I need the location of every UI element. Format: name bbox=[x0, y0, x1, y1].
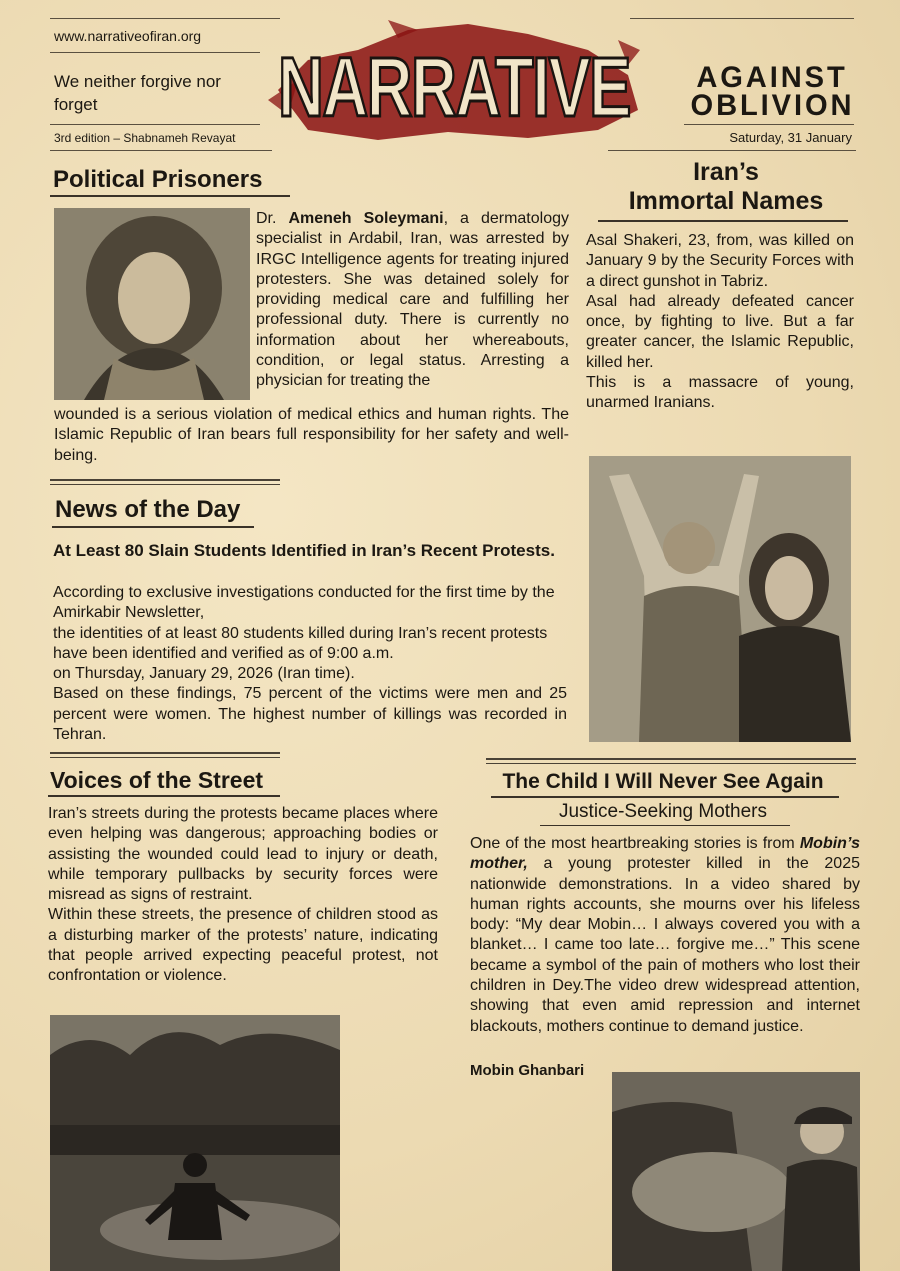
edition-rule-top bbox=[50, 124, 260, 125]
immortal-names-para1: Asal Shakeri, 23, from, was killed on January 9 by the Security Forces with a direct gunshot in Tabriz. bbox=[586, 232, 854, 290]
edition-rule-bottom bbox=[50, 150, 272, 151]
masthead-logo bbox=[268, 20, 640, 142]
date-rule bbox=[608, 150, 856, 151]
political-prisoners-text-wrap bbox=[256, 209, 569, 392]
voices-text bbox=[48, 804, 438, 987]
photo-ameneh-soleymani bbox=[54, 208, 250, 400]
prisoner-text: , a dermatology specialist in Ardabil, Iran, was arrested by IRGC Intelligence agents for treating injured protesters. She was detained solely for providing medical care and fulfilling her professional duty. There is currently no information about her whereabouts, condition, or legal status. Arresting a physician for treating the bbox=[256, 210, 569, 390]
political-prisoners-underline bbox=[50, 195, 290, 197]
site-url[interactable]: www.narrativeofiran.org bbox=[54, 28, 202, 44]
top-rule-left bbox=[50, 18, 280, 19]
voices-underline bbox=[48, 795, 280, 797]
voices-para2: Within these streets, the presence of children stood as a disturbing marker of the protests’ nature, indicating that people arrived expecting peaceful protest, not confrontation or violence. bbox=[48, 906, 438, 985]
news-body bbox=[53, 583, 567, 745]
section-title-child: The Child I Will Never See Again bbox=[502, 770, 824, 793]
news-headline: At Least 80 Slain Students Identified in Iran’s Recent Protests. bbox=[53, 541, 555, 560]
news-line4: Based on these findings, 75 percent of the victims were men and 25 percent were women. The highest number of killings was recorded in Tehran. bbox=[53, 685, 567, 744]
child-text-pre: One of the most heartbreaking stories is from bbox=[470, 835, 800, 852]
issue-date: Saturday, 31 January bbox=[729, 130, 852, 145]
photo-mobin-ghanbari bbox=[612, 1072, 860, 1271]
name-prefix: Dr. bbox=[256, 210, 277, 227]
photo-street-protest bbox=[50, 1015, 340, 1271]
url-rule bbox=[50, 52, 260, 53]
prisoner-name: Ameneh Soleymani bbox=[288, 210, 444, 227]
news-underline bbox=[52, 526, 254, 528]
child-text-em: Mobin’s mother, bbox=[470, 835, 860, 873]
child-underline bbox=[491, 796, 839, 798]
immortal-names-para2: Asal had already defeated cancer once, by fighting to live. But a far greater cancer, the Islamic Republic, killed her. bbox=[586, 292, 854, 371]
photo-asal-shakeri bbox=[589, 456, 851, 742]
news-line1: According to exclusive investigations conducted for the first time by the Amirkabir Newsletter, bbox=[53, 584, 555, 622]
immortal-names-title bbox=[598, 158, 854, 216]
immortal-names-para3: This is a massacre of young, unarmed Iranians. bbox=[586, 374, 854, 412]
motto: We neither forgive nor forget bbox=[54, 72, 221, 114]
section-title-voices: Voices of the Street bbox=[50, 767, 264, 793]
immortal-names-text bbox=[586, 231, 854, 414]
political-prisoners-text-full: wounded is a serious violation of medical ethics and human rights. The Islamic Republic of Iran bears full responsibility for her safety and well-being. bbox=[54, 406, 569, 464]
news-line2: the identities of at least 80 students killed during Iran’s recent protests have been identified and verified as of 9:00 a.m. bbox=[53, 624, 548, 662]
child-subtitle-underline bbox=[540, 825, 790, 826]
immortal-names-underline bbox=[598, 220, 848, 222]
section-title-news: News of the Day bbox=[55, 496, 241, 523]
tagline-line1: AGAINST bbox=[696, 61, 848, 94]
section-title-political-prisoners: Political Prisoners bbox=[53, 166, 263, 193]
top-rule-right-2 bbox=[684, 124, 854, 125]
child-caption: Mobin Ghanbari bbox=[470, 1062, 585, 1079]
top-rule-right bbox=[630, 18, 854, 19]
masthead-title: NARRATIVE bbox=[278, 40, 630, 134]
edition-label: 3rd edition – Shabnameh Revayat bbox=[54, 131, 236, 145]
voices-top-rule bbox=[50, 752, 280, 758]
child-top-rule bbox=[486, 758, 856, 764]
child-text bbox=[470, 834, 860, 1037]
news-top-rule bbox=[50, 479, 280, 485]
immortal-names-title-line1: Iran’s bbox=[693, 158, 759, 186]
voices-para1: Iran’s streets during the protests became places where even helping was dangerous; approaching bodies or assisting the wounded could lead to injury or death, while temporary pullbacks by security forces were misread as signs of restraint. bbox=[48, 805, 438, 904]
child-subtitle: Justice-Seeking Mothers bbox=[558, 801, 768, 822]
tagline-line2: OBLIVION bbox=[690, 89, 855, 122]
child-text-post: a young protester killed in the 2025 nationwide demonstrations. In a video shared by human rights accounts, she mourns over his lifeless body: “My dear Mobin… I always covered you with a blanket… I came too late… forgive me…” This scene became a symbol of the pain of mothers who lost their children in Dey.The video drew widespread attention, showing that even amid repression and internet blackouts, mothers continue to demand justice. bbox=[470, 855, 860, 1035]
news-line3: on Thursday, January 29, 2026 (Iran time). bbox=[53, 665, 355, 683]
immortal-names-title-line2: Immortal Names bbox=[628, 187, 824, 215]
tagline bbox=[690, 61, 855, 122]
